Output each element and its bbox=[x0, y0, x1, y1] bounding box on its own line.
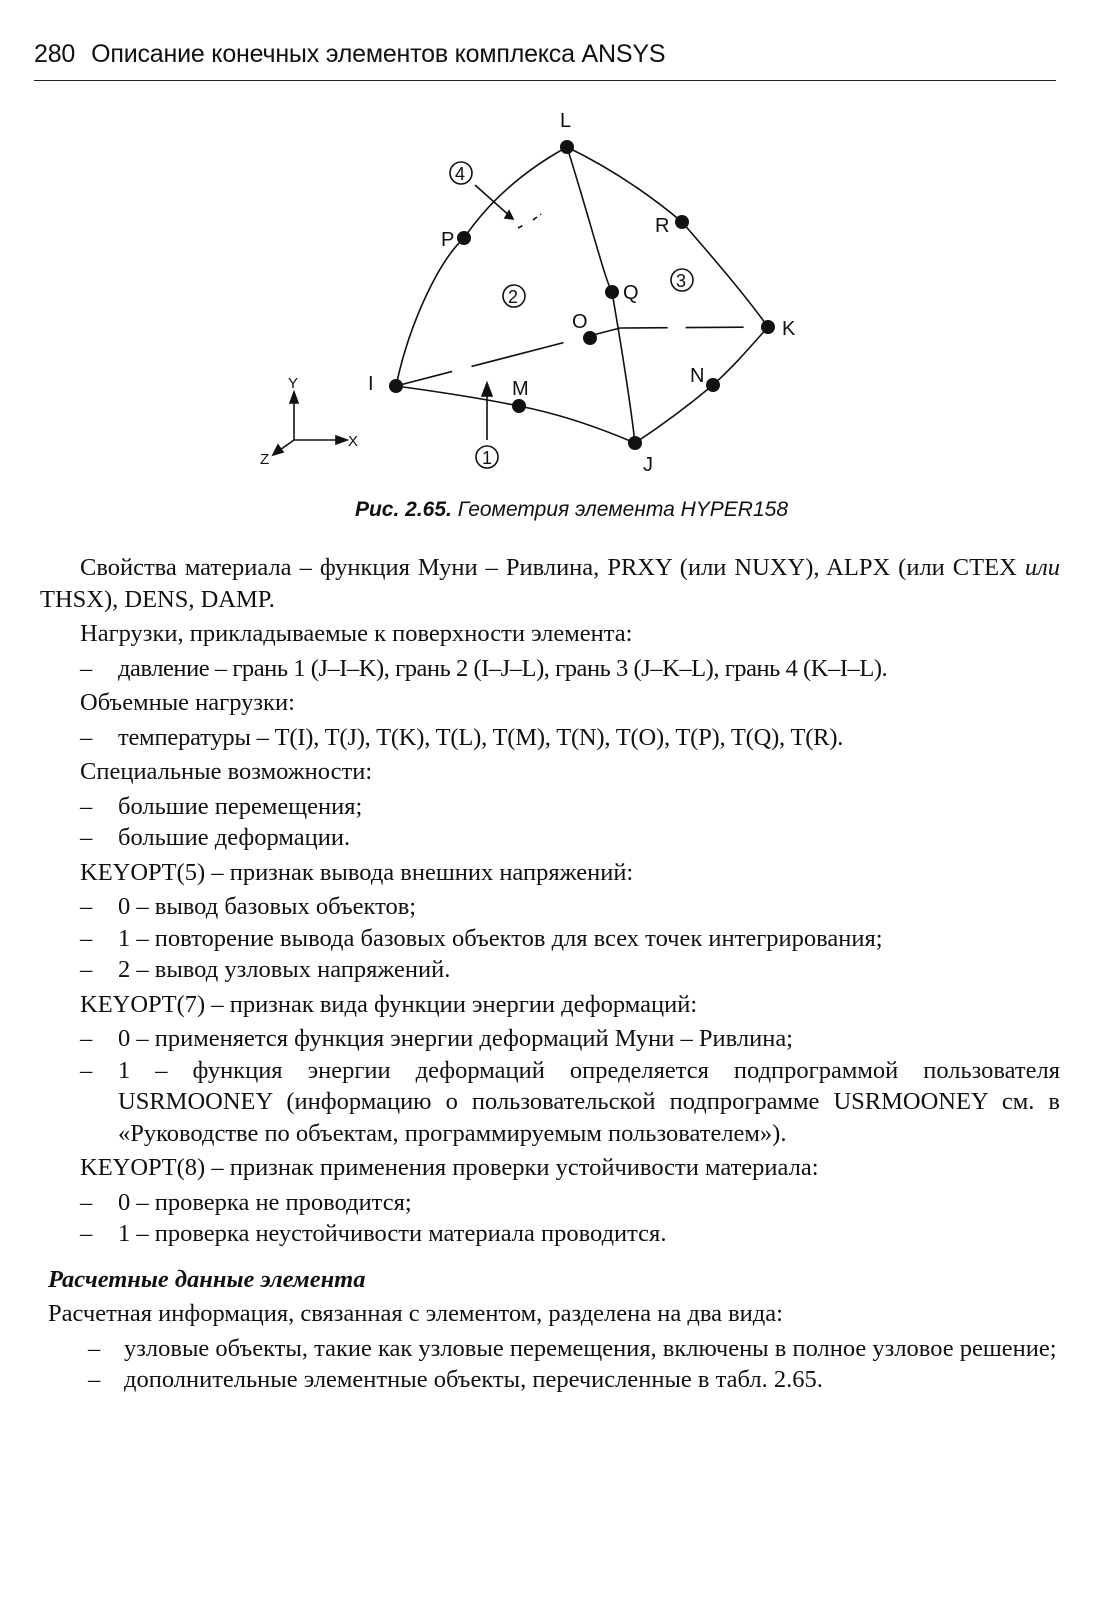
node-n bbox=[706, 378, 720, 392]
keyopt7-item: – 1 – функция энергии деформаций определяется подпрограммой пользователя USRMOONEY (информацию о пользовательской подпрограмме USRMOONEY см. в «Руководстве по объектам, программируемым пользователем»). bbox=[40, 1055, 1060, 1150]
label-node-i: I bbox=[368, 373, 374, 395]
label-node-r: R bbox=[655, 215, 670, 237]
page-number: 280 bbox=[34, 40, 76, 68]
body-text bbox=[40, 552, 1060, 1396]
node-p bbox=[457, 231, 471, 245]
node-r bbox=[675, 215, 689, 229]
keyopt5-item: – 1 – повторение вывода базовых объектов для всех точек интегрирования; bbox=[40, 923, 1060, 955]
label-axis-y: Y bbox=[288, 375, 299, 392]
x-axis-arrowhead bbox=[336, 436, 347, 444]
caption-text: Геометрия элемента HYPER158 bbox=[451, 498, 789, 521]
keyopt5-item: – 0 – вывод базовых объектов; bbox=[40, 891, 1060, 923]
node-j bbox=[628, 436, 642, 450]
special-feature-item: – большие перемещения; bbox=[40, 791, 1060, 823]
results-item: – дополнительные элементные объекты, перечисленные в табл. 2.65. bbox=[40, 1364, 1060, 1396]
special-feature-item: – большие деформации. bbox=[40, 822, 1060, 854]
keyopt8-heading: KEYOPT(8) – признак применения проверки устойчивости материала: bbox=[80, 1154, 819, 1181]
surface-loads-heading: Нагрузки, прикладываемые к поверхности элемента: bbox=[80, 620, 633, 647]
keyopt7-heading: KEYOPT(7) – признак вида функции энергии деформаций: bbox=[80, 990, 698, 1018]
face-4-normal-dash bbox=[518, 214, 541, 228]
surface-loads-item: – давление – грань 1 (J–I–K), грань 2 (I–J–L), грань 3 (J–K–L), грань 4 (K–I–L). bbox=[40, 653, 1060, 685]
material-properties: Свойства материала – функция Муни – Ривлина, PRXY (или NUXY), ALPX (или CTEX или THSX), DENS, DAMP. bbox=[40, 554, 1060, 613]
label-face-2: 2 bbox=[508, 287, 519, 307]
label-face-1: 1 bbox=[482, 448, 493, 468]
figure-caption bbox=[0, 498, 1103, 522]
running-header bbox=[34, 40, 1054, 69]
node-m bbox=[512, 399, 526, 413]
label-node-j: J bbox=[643, 454, 653, 476]
node-i bbox=[389, 379, 403, 393]
label-node-p: P bbox=[441, 229, 455, 251]
label-node-l: L bbox=[560, 110, 572, 132]
body-loads-heading: Объемные нагрузки: bbox=[80, 689, 295, 716]
label-node-k: K bbox=[782, 318, 796, 340]
label-node-q: Q bbox=[623, 282, 639, 304]
keyopt8-item: – 0 – проверка не проводится; bbox=[40, 1187, 1060, 1219]
node-l bbox=[560, 140, 574, 154]
header-rule bbox=[34, 80, 1056, 81]
special-features-heading: Специальные возможности: bbox=[80, 758, 373, 785]
label-node-n: N bbox=[690, 365, 705, 387]
label-face-4: 4 bbox=[455, 164, 466, 184]
node-q bbox=[605, 285, 619, 299]
face-1-arrowhead bbox=[482, 383, 492, 396]
section-title: Расчетные данные элемента bbox=[48, 1265, 366, 1293]
body-loads-item: – температуры – T(I), T(J), T(K), T(L), T(M), T(N), T(O), T(P), T(Q), T(R). bbox=[40, 722, 1060, 754]
hidden-edge-i-o-k bbox=[396, 327, 768, 386]
label-node-o: O bbox=[572, 311, 588, 333]
y-axis-arrowhead bbox=[290, 392, 298, 403]
results-item: – узловые объекты, такие как узловые перемещения, включены в полное узловое решение; bbox=[40, 1333, 1060, 1365]
label-face-3: 3 bbox=[676, 271, 687, 291]
label-node-m: M bbox=[512, 378, 529, 400]
caption-label: Рис. 2.65. bbox=[354, 498, 452, 521]
element-diagram bbox=[250, 100, 810, 490]
node-o bbox=[583, 331, 597, 345]
edge-i-p-l bbox=[396, 147, 567, 386]
keyopt5-heading: KEYOPT(5) – признак вывода внешних напряжений: bbox=[80, 858, 634, 886]
keyopt5-item: – 2 – вывод узловых напряжений. bbox=[40, 954, 1060, 986]
z-axis-arrowhead bbox=[273, 445, 283, 455]
nodes bbox=[389, 140, 775, 450]
header-title: Описание конечных элементов комплекса ANSYS bbox=[91, 40, 666, 68]
label-axis-x: X bbox=[348, 433, 359, 450]
label-axis-z: Z bbox=[260, 451, 270, 468]
keyopt7-item: – 0 – применяется функция энергии деформаций Муни – Ривлина; bbox=[40, 1023, 1060, 1055]
keyopt8-item: – 1 – проверка неустойчивости материала проводится. bbox=[40, 1218, 1060, 1250]
results-intro: Расчетная информация, связанная с элементом, разделена на два вида: bbox=[48, 1300, 783, 1327]
node-k bbox=[761, 320, 775, 334]
element-geometry-figure bbox=[250, 100, 810, 490]
edge-l-r-k bbox=[567, 147, 768, 327]
